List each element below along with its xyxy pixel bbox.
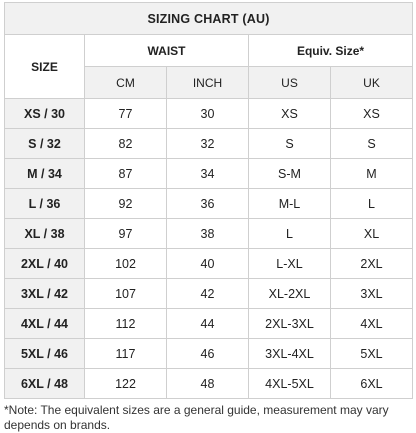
group-header-row [5,35,413,67]
cm-value: 87 [85,159,167,189]
size-label: 2XL / 40 [5,249,85,279]
cm-value: 102 [85,249,167,279]
us-size-value: S-M [249,159,331,189]
us-size-value: M-L [249,189,331,219]
inch-value: 30 [167,99,249,129]
sizing-chart-body [5,3,413,399]
cm-value: 92 [85,189,167,219]
cm-value: 112 [85,309,167,339]
uk-size-value: 5XL [331,339,413,369]
table-row [5,309,413,339]
waist-group-header: WAIST [85,35,249,67]
inch-column-header: INCH [167,67,249,99]
cm-value: 82 [85,129,167,159]
uk-size-value: 3XL [331,279,413,309]
uk-size-value: M [331,159,413,189]
size-label: M / 34 [5,159,85,189]
us-size-value: L-XL [249,249,331,279]
cm-value: 107 [85,279,167,309]
uk-size-value: XS [331,99,413,129]
table-row [5,219,413,249]
us-size-value: S [249,129,331,159]
size-label: 4XL / 44 [5,309,85,339]
inch-value: 48 [167,369,249,399]
table-row [5,279,413,309]
us-size-value: XS [249,99,331,129]
inch-value: 42 [167,279,249,309]
size-label: XL / 38 [5,219,85,249]
inch-value: 34 [167,159,249,189]
inch-value: 38 [167,219,249,249]
sizing-chart-table [4,2,413,399]
inch-value: 36 [167,189,249,219]
table-row [5,99,413,129]
table-row [5,339,413,369]
inch-value: 32 [167,129,249,159]
size-label: XS / 30 [5,99,85,129]
uk-column-header: UK [331,67,413,99]
cm-value: 97 [85,219,167,249]
chart-title: SIZING CHART (AU) [5,3,413,35]
equiv-size-group-header: Equiv. Size* [249,35,413,67]
size-column-header: SIZE [5,35,85,99]
uk-size-value: XL [331,219,413,249]
table-row [5,369,413,399]
us-size-value: L [249,219,331,249]
title-row [5,3,413,35]
uk-size-value: S [331,129,413,159]
table-row [5,189,413,219]
table-row [5,129,413,159]
uk-size-value: 4XL [331,309,413,339]
cm-value: 122 [85,369,167,399]
inch-value: 40 [167,249,249,279]
table-row [5,249,413,279]
size-label: S / 32 [5,129,85,159]
size-label: 6XL / 48 [5,369,85,399]
cm-value: 77 [85,99,167,129]
uk-size-value: L [331,189,413,219]
table-row [5,159,413,189]
uk-size-value: 2XL [331,249,413,279]
inch-value: 46 [167,339,249,369]
size-label: L / 36 [5,189,85,219]
size-label: 5XL / 46 [5,339,85,369]
footnote: *Note: The equivalent sizes are a general guide, measurement may vary depends on brands. [4,403,389,432]
inch-value: 44 [167,309,249,339]
cm-column-header: CM [85,67,167,99]
us-size-value: 2XL-3XL [249,309,331,339]
size-label: 3XL / 42 [5,279,85,309]
us-column-header: US [249,67,331,99]
us-size-value: XL-2XL [249,279,331,309]
us-size-value: 4XL-5XL [249,369,331,399]
uk-size-value: 6XL [331,369,413,399]
us-size-value: 3XL-4XL [249,339,331,369]
cm-value: 117 [85,339,167,369]
